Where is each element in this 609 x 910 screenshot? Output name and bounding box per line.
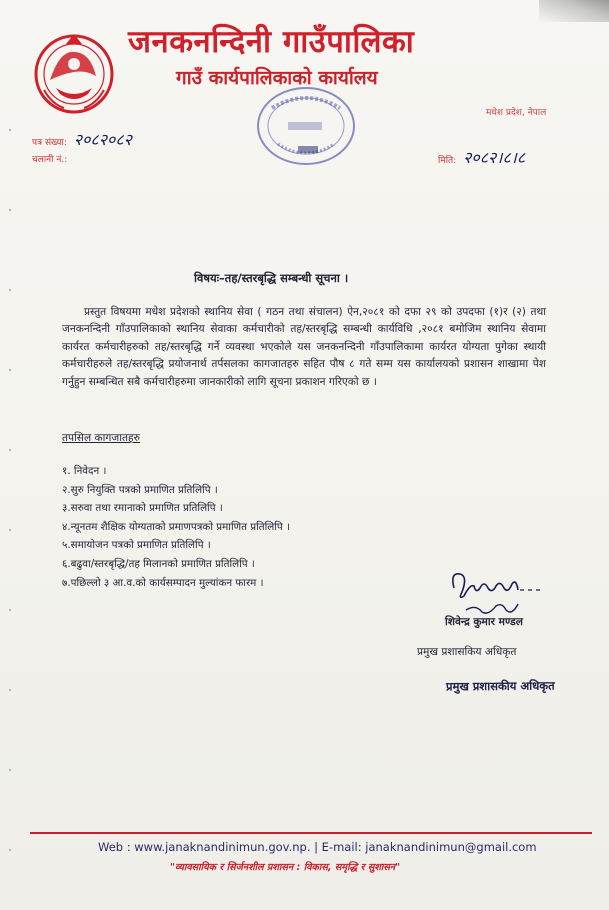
documents-list — [62, 462, 290, 592]
date-label: मिति: — [438, 156, 457, 166]
list-item: ४.न्यूनतम शैक्षिक योग्यताको प्रमाणपत्रको प्रमाणित प्रतिलिपि । — [62, 520, 290, 533]
signer-name: शिवेन्द्र कुमार मण्डल — [445, 616, 523, 628]
office-location: मधेश प्रदेश, नेपाल — [486, 108, 547, 118]
letter-number-value: २०८२०८२ — [73, 130, 132, 149]
letter-number-label: पत्र संख्या: — [32, 138, 67, 148]
signer-title: प्रमुख प्रशासकिय अधिकृत — [417, 646, 517, 658]
letter-number — [32, 128, 132, 150]
dispatch-number-label: चलानी नं.: — [32, 155, 68, 165]
footer-slogan: "व्यावसायिक र सिर्जनशील प्रशासन : विकास, समृद्धि र सुशासन" — [170, 862, 401, 873]
list-item: ६.बढुवा/स्तरबृद्धि/तह मिलानको प्रमाणित प्रतिलिपि । — [62, 557, 255, 570]
binding-hole-dots — [4, 120, 16, 900]
letter-subject: विषयः–तह/स्तरबृद्धि सम्बन्धी सूचना । — [194, 271, 349, 285]
office-round-stamp-icon — [248, 82, 360, 168]
list-item: २.सुरु नियुक्ति पत्रको प्रमाणित प्रतिलिपि । — [62, 483, 218, 496]
org-name: जनकनन्दिनी गाउँपालिका — [128, 24, 415, 60]
documents-heading: तपसिल कागजातहरु — [62, 432, 140, 444]
list-item: ३.सरुवा तथा रमानाको प्रमाणित प्रतिलिपि । — [62, 502, 223, 515]
signer-designation-stamp: प्रमुख प्रशासकीय अधिकृत — [445, 678, 555, 694]
date-value: २०८२।८।८ — [463, 148, 526, 167]
footer-contact: Web : www.janaknandinimun.gov.np. | E-mail: janaknandinimun@gmail.com — [98, 840, 537, 854]
list-item: ५.समायोजन पत्रको प्रमाणित प्रतिलिपि । — [62, 539, 211, 552]
letter-body: प्रस्तुत विषयमा मधेश प्रदेशको स्थानिय सेवा ( गठन तथा संचालन) ऐन,२०८१ को दफा २९ को उपदफा (१)र (२) तथा जनकनन्दिनी गाँउपालिकाको स्थानिय सेवाका कर्मचारीको तह/स्तरबृद्धि सम्बन्धी कार्यविधि ,२०८१ बमोजिम स्थानिय सेवामा कार्यरत कर्मचारीहरुको तह/स्तरबृद्धि गर्ने व्यवस्था भएकोले यस जनकनन्दिनी गाँउपालिकामा कार्यरत योग्यता पुगेका स्थायी कर्मचारीहरुले तह/स्तरबृद्धि प्रयोजनार्थ तर्पसलका कागजातहरु सहित पौष ८ गते सम्म यस कार्यालयको प्रशासन शाखामा पेश गर्नुहुन सम्बन्धित सबै कर्मचारीहरुमा जानकारीको लागि सूचना प्रकाशन गरिएको छ । — [62, 306, 546, 388]
office-name: गाउँ कार्यपालिकाको कार्यालय — [176, 67, 378, 89]
list-item: ७.पछिल्लो ३ आ.व.को कार्यसम्पादन मुल्यांकन फारम । — [62, 576, 264, 589]
letter-date — [438, 146, 525, 168]
nepal-emblem-icon — [30, 30, 118, 116]
footer-divider — [30, 832, 592, 834]
dispatch-number — [32, 152, 67, 165]
list-item: १. निवेदन । — [62, 465, 107, 477]
paper-corner-shadow — [539, 0, 609, 22]
